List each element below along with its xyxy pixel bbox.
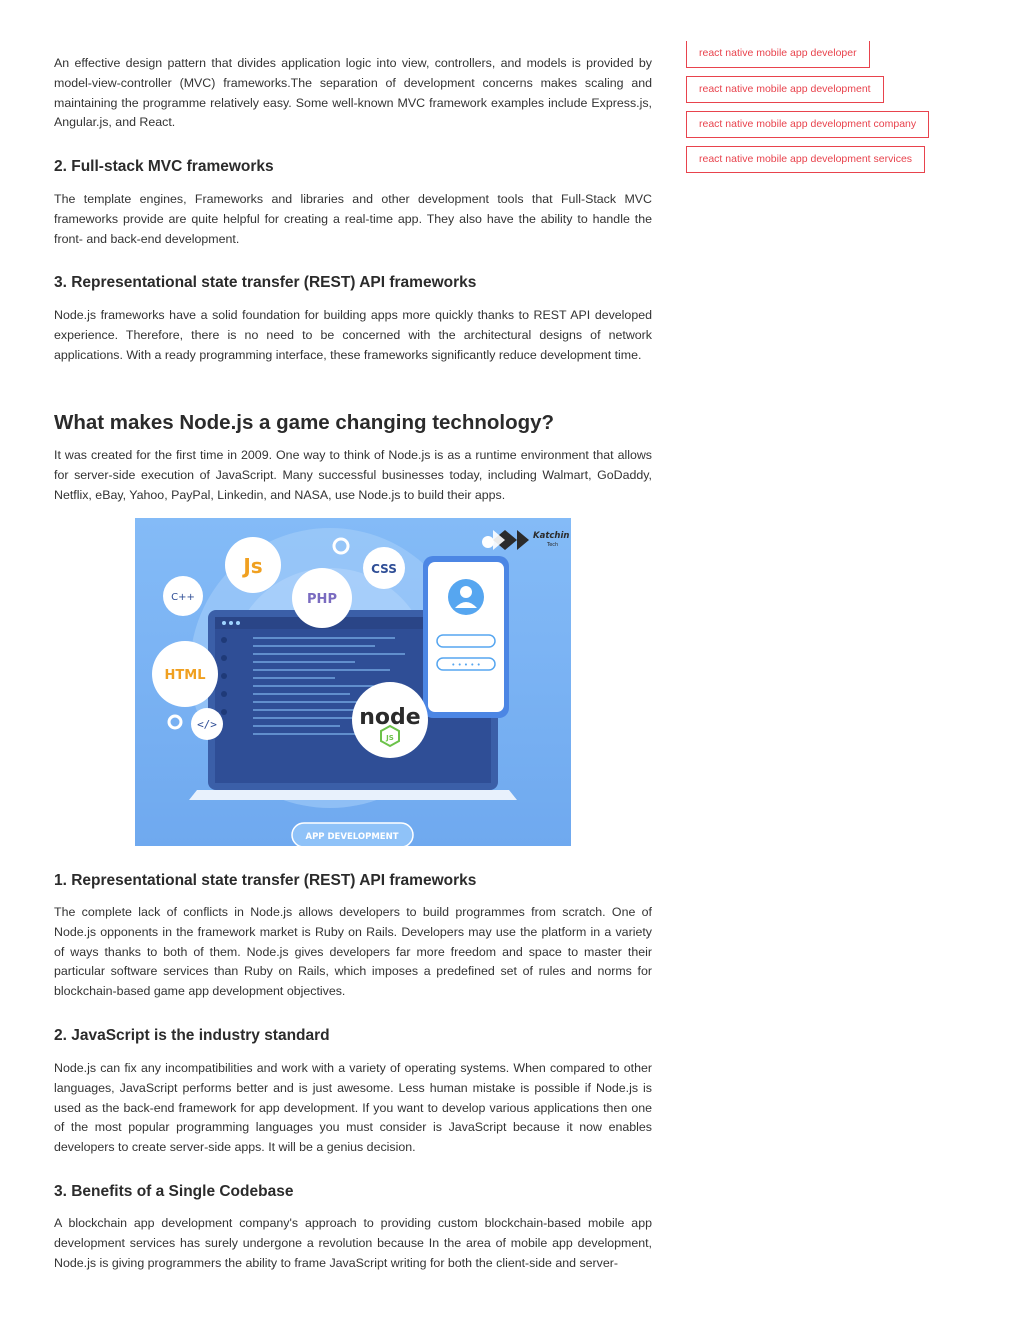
php-label: PHP: [307, 592, 337, 607]
nodejs-logo: node: [359, 705, 421, 730]
nodejs-badge: JS: [386, 734, 394, 742]
heading-rest-api-2: 1. Representational state transfer (REST) API frameworks: [54, 872, 477, 889]
rest-api-paragraph: Node.js frameworks have a solid foundation for building apps more quickly thanks to REST API developed experience. Therefore, there is no need to be concerned with the architectural designs of network applications. With a ready programming interface, these frameworks significantly reduce development time.: [54, 308, 652, 362]
js-label: Js: [243, 554, 263, 578]
tag-react-native-mobile-app-development-company[interactable]: react native mobile app development company: [686, 111, 929, 138]
laptop-base: [189, 790, 517, 800]
password-mask: • • • • •: [451, 661, 481, 669]
intro-paragraph: An effective design pattern that divides application logic into view, controllers, and models is provided by model-view-controller (MVC) frameworks.The separation of development concerns makes scaling and maintaining the programme relatively easy. Some well-known MVC framework examples include Express.js, Angular.js, and React.: [54, 56, 652, 130]
tag-react-native-mobile-app-development[interactable]: react native mobile app development: [686, 76, 884, 103]
gear-icon: [482, 536, 494, 548]
brand-name: Katchin: [533, 531, 570, 541]
brand-sub: Tech: [547, 542, 559, 548]
html-label: HTML: [164, 668, 206, 683]
heading-full-stack-mvc: 2. Full-stack MVC frameworks: [54, 158, 274, 175]
cpp-label: C++: [171, 592, 195, 603]
codebase-paragraph: A blockchain app development company's approach to providing custom blockchain-based mobile app development services has surely undergone a revolution because In the area of mobile app development, Node.js is giving programmers the ability to frame JavaScript writing for both the client-side and server-: [54, 1216, 652, 1270]
login-field: [437, 635, 495, 647]
tag-react-native-mobile-app-developer[interactable]: react native mobile app developer: [686, 41, 870, 68]
app-development-illustration: [135, 518, 571, 846]
heading-javascript-standard: 2. JavaScript is the industry standard: [54, 1027, 330, 1044]
heading-game-changing: What makes Node.js a game changing technology?: [54, 411, 555, 434]
tag-react-native-mobile-app-development-services[interactable]: react native mobile app development services: [686, 146, 925, 173]
rest-api-2-paragraph: The complete lack of conflicts in Node.js allows developers to build programmes from scratch. One of Node.js opponents in the framework market is Ruby on Rails. Developers may use the platform in a variety of ways thanks to both of them. Node.js gives developers far more freedom and space to master their particular software services than Ruby on Rails, which imposes a predefined set of rules and norms for blockchain-based game app development objectives.: [54, 905, 652, 999]
code-label: </>: [197, 718, 217, 731]
nodejs-intro-paragraph: It was created for the first time in 2009. One way to think of Node.js is as a runtime environment that allows for server-side execution of JavaScript. Many successful businesses today, including Walmart, GoDaddy, Netflix, eBay, Yahoo, PayPal, Linkedin, and NASA, use Node.js to build their apps.: [54, 448, 652, 502]
banner-label: APP DEVELOPMENT: [305, 832, 399, 842]
css-label: CSS: [371, 562, 397, 576]
javascript-paragraph: Node.js can fix any incompatibilities and work with a variety of operating systems. When compared to other languages, JavaScript performs better and is just awesome. Less human mistake is possible if Node.js is used as the back-end framework for app development. If you want to develop various applications then one of the most popular programming languages you must consider is JavaScript because it now enables developers to create server-side apps. It will be a genius decision.: [54, 1061, 652, 1155]
heading-rest-api: 3. Representational state transfer (REST) API frameworks: [54, 274, 477, 291]
full-stack-paragraph: The template engines, Frameworks and libraries and other development tools that Full-Stack MVC frameworks provide are quite helpful for creating a real-time app. They also have the ability to handle the front- and back-end development.: [54, 192, 652, 246]
heading-single-codebase: 3. Benefits of a Single Codebase: [54, 1183, 294, 1200]
